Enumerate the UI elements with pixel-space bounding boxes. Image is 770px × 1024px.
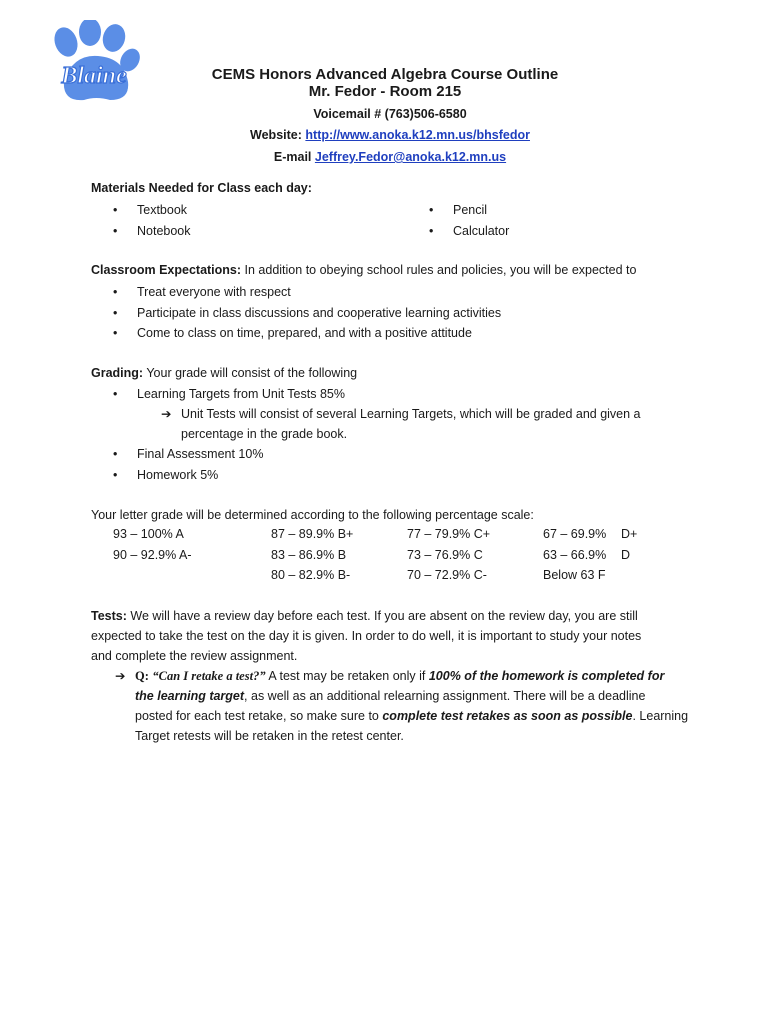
sub-note-line-2: percentage in the grade book. (181, 427, 348, 441)
website-line (150, 128, 630, 142)
scale-d-letter: D (621, 548, 631, 562)
scale-intro: Your letter grade will be determined according to the following percentage scale: (91, 508, 534, 522)
document-header (150, 66, 620, 100)
retake-note (115, 666, 695, 746)
scale-d-range: 63 – 66.9% (543, 548, 607, 562)
list-item: • Treat everyone with respect (113, 285, 291, 299)
list-item: • Final Assessment 10% (113, 447, 264, 461)
document-subtitle: Mr. Fedor - Room 215 (308, 83, 462, 100)
list-item: • Learning Targets from Unit Tests 85% (113, 387, 345, 401)
document-title: CEMS Honors Advanced Algebra Course Outline (211, 66, 559, 83)
expectations-heading-line (91, 263, 636, 277)
list-item: • Pencil (429, 203, 488, 217)
website-link[interactable]: http://www.anoka.k12.mn.us/bhsfedor (305, 128, 530, 142)
retake-line-4: Target retests will be retaken in the retest center. (135, 729, 404, 743)
paw-logo-icon (44, 20, 144, 106)
retake-line-2: the learning target, as well as an additional relearning assignment. There will be a deadline (135, 689, 646, 703)
email-link[interactable]: Jeffrey.Fedor@anoka.k12.mn.us (314, 150, 507, 164)
list-item: • Homework 5% (113, 467, 219, 482)
scale-f: Below 63 F (543, 568, 606, 582)
grading-heading-line (91, 366, 357, 380)
scale-a-minus: 90 – 92.9% A- (113, 548, 192, 562)
list-item: • Textbook (113, 203, 188, 217)
email-line (150, 150, 630, 164)
scale-c-plus: 77 – 79.9% C+ (407, 527, 491, 541)
grading-list-cont (113, 444, 263, 485)
retake-line-1: Q: “Can I retake a test?” A test may be retaken only if 100% of the homework is completed for (135, 669, 665, 683)
list-item: • Notebook (113, 223, 191, 238)
materials-list-left (113, 200, 191, 241)
list-item: • Participate in class discussions and cooperative learning activities (113, 305, 502, 320)
expectations-list (113, 282, 501, 344)
email-label: E-mail (273, 150, 312, 164)
tests-line-1: Tests: We will have a review day before each test. If you are absent on the review day, you are still (91, 609, 638, 623)
scale-a: 93 – 100% A (113, 527, 184, 541)
website-label: Website: (250, 128, 302, 142)
arrow-right-icon: ➔ (161, 407, 172, 421)
tests-heading: Tests: (91, 609, 127, 623)
grading-heading: Grading: (91, 366, 144, 380)
tests-paragraph (91, 606, 691, 666)
grading-intro: Your grade will consist of the following (146, 366, 358, 380)
retake-line-3: posted for each test retake, so make sure to complete test retakes as soon as possible. Learning (135, 709, 689, 723)
materials-heading: Materials Needed for Class each day: (91, 181, 312, 195)
list-item: • Calculator (429, 223, 510, 238)
logo-text: Blaine (61, 63, 127, 89)
blaine-paw-logo (44, 20, 144, 106)
sub-note-line-1: Unit Tests will consist of several Learning Targets, which will be graded and given a (181, 407, 641, 421)
scale-c-minus: 70 – 72.9% C- (407, 568, 487, 582)
voicemail-line: Voicemail # (763)506-6580 (313, 107, 467, 121)
scale-b-minus: 80 – 82.9% B- (271, 568, 351, 582)
expectations-heading: Classroom Expectations: (91, 263, 242, 277)
scale-b-plus: 87 – 89.9% B+ (271, 527, 354, 541)
scale-c: 73 – 76.9% C (407, 548, 483, 562)
scale-d-plus-range: 67 – 69.9% (543, 527, 607, 541)
grading-sub-note (161, 404, 641, 444)
tests-line-3: and complete the review assignment. (91, 649, 298, 663)
scale-d-plus-letter: D+ (621, 527, 638, 541)
tests-line-2: expected to take the test on the day it is given. In order to do well, it is important to study your notes (91, 629, 642, 643)
arrow-right-icon: ➔ (115, 669, 126, 683)
expectations-intro: In addition to obeying school rules and policies, you will be expected to (244, 263, 637, 277)
list-item: • Come to class on time, prepared, and with a positive attitude (113, 326, 472, 340)
materials-list-right (429, 200, 509, 241)
scale-b: 83 – 86.9% B (271, 548, 347, 562)
grading-list (113, 384, 345, 405)
